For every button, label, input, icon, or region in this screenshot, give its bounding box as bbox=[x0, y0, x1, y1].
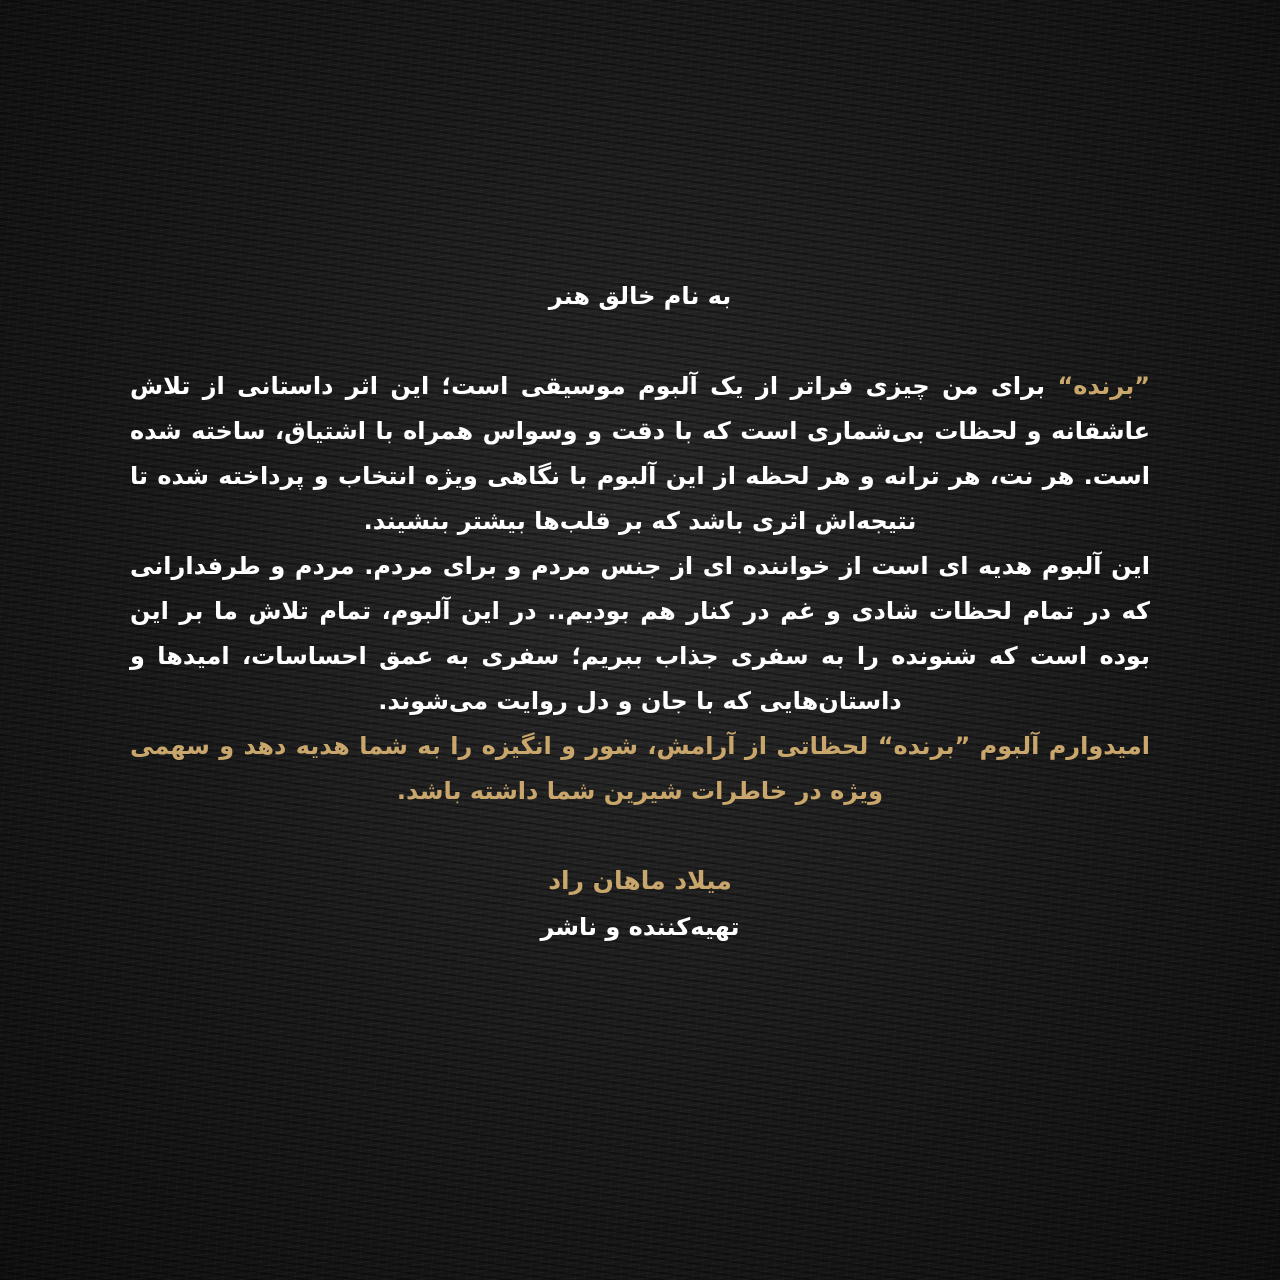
liner-notes bbox=[130, 272, 1150, 950]
invocation-heading: به نام خالق هنر bbox=[548, 282, 732, 310]
album-name-highlight: ”برنده“ bbox=[1057, 372, 1150, 400]
signature-block bbox=[130, 858, 1150, 950]
paragraph-dedication: این آلبوم هدیه ای است از خواننده ای از جنس مردم و برای مردم. مردم و طرفدارانی که در تمام لحظات شادی و غم در کنار هم بودیم.. در این آلبوم، تمام تلاش ما بر این بوده است که شنونده را به سفری جذاب ببریم؛ سفری به عمق احساسات، امیدها و داستان‌هایی که با جان و دل روایت می‌شوند. bbox=[130, 552, 1150, 715]
paragraph-intro-text: برای من چیزی فراتر از یک آلبوم موسیقی است؛ این اثر داستانی از تلاش عاشقانه و لحظات بی‌شماری است که با دقت و وسواس همراه با اشتیاق، ساخته شده است. هر نت، هر ترانه و هر لحظه از این آلبوم با نگاهی ویژه انتخاب و پرداخته شده تا نتیجه‌اش اثری باشد که بر قلب‌ها بیشتر بنشیند. bbox=[130, 372, 1150, 535]
paragraph-intro bbox=[130, 364, 1150, 544]
signature-name: میلاد ماهان راد bbox=[548, 866, 732, 895]
signature-role: تهیه‌کننده و ناشر bbox=[540, 913, 740, 941]
paragraph-wish: امیدوارم آلبوم ”برنده“ لحظاتی از آرامش، شور و انگیزه را به شما هدیه دهد و سهمی ویژه در خاطرات شیرین شما داشته باشد. bbox=[130, 732, 1150, 805]
